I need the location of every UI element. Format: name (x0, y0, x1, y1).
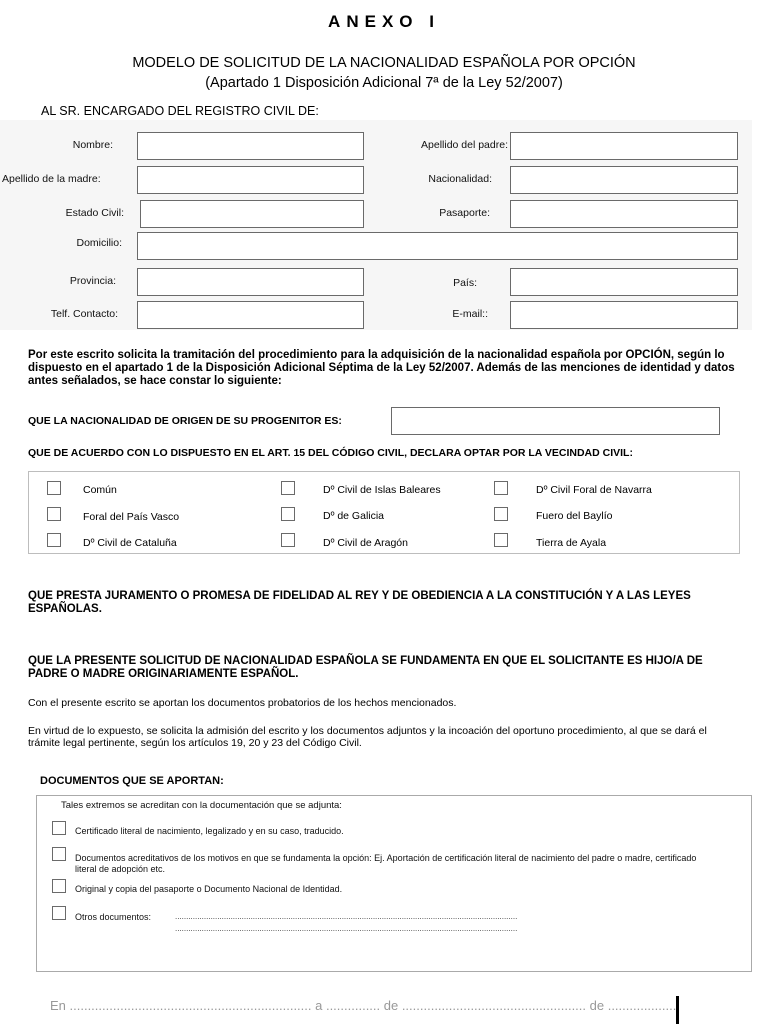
apellido-madre-field[interactable] (137, 166, 364, 194)
fundamento-paragraph: QUE LA PRESENTE SOLICITUD DE NACIONALIDAD ESPAÑOLA SE FUNDAMENTA EN QUE EL SOLICITANTE ES HIJO/A DE PADRE O MADRE ORIGINARIAMENTE ESPAÑOL. (28, 655, 703, 680)
checkbox-ayala[interactable] (494, 533, 508, 547)
estado-civil-field[interactable] (140, 200, 364, 228)
origen-label: QUE LA NACIONALIDAD DE ORIGEN DE SU PROGENITOR ES: (28, 415, 342, 427)
checkbox-baylio[interactable] (494, 507, 508, 521)
vecindad-heading: QUE DE ACUERDO CON LO DISPUESTO EN EL ART. 15 DEL CÓDIGO CIVIL, DECLARA OPTAR POR LA VECINDAD CIVIL: (28, 447, 633, 459)
checkbox-pais-vasco[interactable] (47, 507, 61, 521)
intro-paragraph: Por este escrito solicita la tramitación del procedimiento para la adquisición de la nacionalidad española por OPCIÓN, según lo dispuesto en el apartado 1 de la Disposición Adicional Séptima de la Ley 52/2007. Además de las menciones de identidad y datos antes señalados, se hace constar lo siguiente: (28, 349, 735, 387)
documentos-heading: DOCUMENTOS QUE SE APORTAN: (40, 775, 224, 787)
pais-label: País: (453, 277, 477, 289)
form-legal-reference: (Apartado 1 Disposición Adicional 7ª de la Ley 52/2007) (205, 75, 563, 91)
apellido-padre-label: Apellido del padre: (421, 139, 508, 151)
checkbox-aragon[interactable] (281, 533, 295, 547)
option-label: Tierra de Ayala (536, 537, 607, 549)
checkbox-certificado-nacimiento[interactable] (52, 821, 66, 835)
nacionalidad-label: Nacionalidad: (428, 173, 492, 185)
checkbox-comun[interactable] (47, 481, 61, 495)
option-label: Dº de Galicia (323, 510, 385, 522)
document-item: Otros documentos: (75, 912, 152, 922)
form-subtitle: MODELO DE SOLICITUD DE LA NACIONALIDAD ESPAÑOLA POR OPCIÓN (132, 55, 636, 71)
checkbox-navarra[interactable] (494, 481, 508, 495)
pasaporte-field[interactable] (510, 200, 738, 228)
documentos-intro: Tales extremos se acreditan con la documentación que se adjunta: (61, 800, 342, 811)
juramento-paragraph: QUE PRESTA JURAMENTO O PROMESA DE FIDELIDAD AL REY Y DE OBEDIENCIA A LA CONSTITUCIÓN Y A LAS LEYES ESPAÑOLAS. (28, 590, 691, 615)
aportan-paragraph: Con el presente escrito se aportan los documentos probatorios de los hechos mencionados. (28, 697, 457, 709)
provincia-label: Provincia: (69, 275, 116, 287)
estado-civil-label: Estado Civil: (65, 207, 124, 219)
option-label: Común (83, 484, 117, 496)
option-label: Dº Civil Foral de Navarra (536, 484, 652, 496)
email-label: E-mail:: (452, 308, 488, 320)
pasaporte-label: Pasaporte: (439, 207, 490, 219)
checkbox-documentos-acreditativos[interactable] (52, 847, 66, 861)
nacionalidad-field[interactable] (510, 166, 738, 194)
apellido-madre-label: Apellido de la madre: (2, 173, 101, 185)
document-item: Original y copia del pasaporte o Documento Nacional de Identidad. (75, 884, 343, 894)
email-field[interactable] (510, 301, 738, 329)
option-label: Dº Civil de Cataluña (83, 537, 177, 549)
domicilio-label: Domicilio: (76, 237, 122, 249)
option-label: Fuero del Baylío (536, 510, 613, 522)
option-label: Foral del País Vasco (83, 511, 180, 523)
origen-field[interactable] (391, 407, 720, 435)
document-item: Documentos acreditativos de los motivos en que se fundamenta la opción: Ej. Aportación de certificación literal de nacimiento del padre o madre, certificado literal de adopción etc. (75, 853, 697, 874)
checkbox-islas-baleares[interactable] (281, 481, 295, 495)
checkbox-pasaporte-dni[interactable] (52, 879, 66, 893)
option-label: Dº Civil de Aragón (323, 537, 408, 549)
checkbox-galicia[interactable] (281, 507, 295, 521)
nombre-field[interactable] (137, 132, 364, 160)
provincia-field[interactable] (137, 268, 364, 296)
option-label: Dº Civil de Islas Baleares (323, 484, 441, 496)
place-date-line: En ................................................................... a ............... de ................................................... de ................... (50, 998, 677, 1013)
page-title: ANEXO I (328, 12, 440, 31)
nombre-label: Nombre: (72, 139, 113, 151)
apellido-padre-field[interactable] (510, 132, 738, 160)
pais-field[interactable] (510, 268, 738, 296)
checkbox-otros-documentos[interactable] (52, 906, 66, 920)
telefono-label: Telf. Contacto: (50, 308, 118, 320)
domicilio-field[interactable] (137, 232, 738, 260)
virtud-paragraph: En virtud de lo expuesto, se solicita la admisión del escrito y los documentos adjuntos y la incoación del oportuno procedimiento, al que se dará el trámite legal pertinente, según los artículos 19, 20 y 23 del Código Civil. (28, 725, 707, 749)
telefono-field[interactable] (137, 301, 364, 329)
text-cursor (676, 996, 679, 1024)
document-item: Certificado literal de nacimiento, legalizado y en su caso, traducido. (75, 826, 344, 836)
otros-documentos-line-2[interactable]: .......................................................................................................................................................... (175, 924, 518, 933)
addressee-heading: AL SR. ENCARGADO DEL REGISTRO CIVIL DE: (41, 104, 319, 118)
otros-documentos-line[interactable]: .......................................................................................................................................................... (175, 912, 518, 921)
checkbox-cataluna[interactable] (47, 533, 61, 547)
